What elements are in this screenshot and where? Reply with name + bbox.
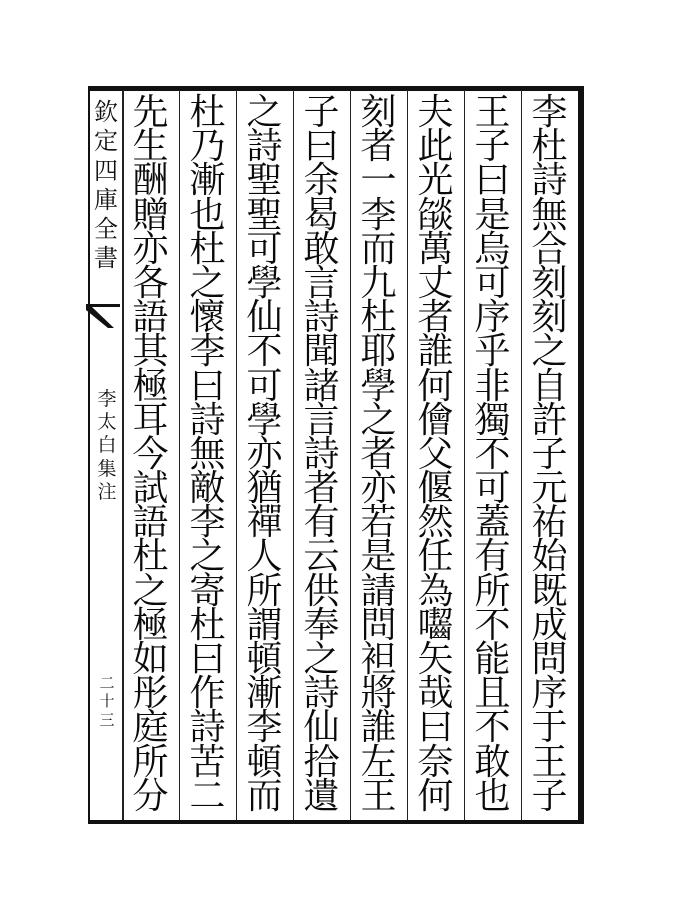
text-char: 成 [531,604,568,646]
text-char: 袒 [360,639,397,680]
text-char: 夫 [417,92,454,133]
margin-char: 欽 [94,98,118,126]
text-char: 哉 [417,673,454,715]
text-char: 試 [132,468,169,510]
text-char: 此 [417,126,454,168]
text-char: 之 [189,536,226,578]
text-char: 諸 [303,365,340,407]
text-char: 刻 [360,92,397,133]
text-char: 詩 [189,707,226,749]
text-char: 頓 [246,741,283,783]
text-char: 杜 [531,126,568,168]
text-char: 所 [132,741,169,783]
margin-book-title [90,98,122,274]
text-char: 供 [303,570,340,612]
text-char: 漸 [189,160,226,202]
margin-char: 白 [97,434,117,457]
text-char: 若 [360,502,397,544]
text-char: 曰 [189,365,226,407]
text-char: 詩 [189,399,226,441]
margin-char: 四 [94,156,118,185]
text-char: 之 [360,399,397,441]
text-char: 任 [417,536,454,578]
text-char: 杜 [132,536,169,578]
text-char: 詩 [303,673,340,715]
text-column-6 [234,92,295,817]
text-char: 刻 [531,297,568,339]
text-char: 是 [474,194,511,236]
margin-char: 二 [99,674,115,692]
text-char: 漸 [246,673,283,715]
text-char: 誰 [417,331,454,373]
text-char: 者 [417,297,454,339]
text-char: 其 [132,331,169,373]
text-char: 無 [531,194,568,236]
margin-folio-number [94,674,120,729]
text-char: 光 [417,160,454,202]
margin-char: 十 [99,692,115,711]
text-char: 將 [360,673,397,715]
text-char: 也 [189,194,226,236]
margin-char: 全 [94,215,118,244]
text-char: 左 [360,741,397,783]
text-char: 曰 [474,160,511,202]
column-rule [236,90,237,820]
text-char: 問 [360,604,397,646]
text-char: 詩 [303,433,340,475]
text-char: 寄 [189,570,226,612]
text-char: 儈 [417,399,454,441]
text-char: 語 [132,297,169,339]
column-rule [407,90,408,820]
text-char: 之 [531,331,568,373]
text-char: 所 [246,570,283,612]
text-char: 仙 [246,297,283,339]
text-char: 曰 [417,707,454,749]
text-char: 杜 [189,92,226,133]
text-char: 何 [417,365,454,407]
text-char: 之 [303,639,340,680]
text-char: 獨 [474,399,511,441]
text-char: 語 [132,502,169,544]
text-char: 可 [474,262,511,304]
text-char: 之 [246,92,283,133]
text-char: 敵 [189,468,226,510]
margin-char: 三 [99,710,115,729]
text-char: 庭 [132,707,169,749]
column-rule [350,90,351,820]
text-char: 不 [474,707,511,749]
text-char: 偃 [417,468,454,510]
text-char: 仙 [303,707,340,749]
text-char: 既 [531,570,568,612]
text-char: 奈 [417,741,454,783]
text-char: 李 [531,92,568,133]
text-char: 九 [360,262,397,304]
text-char: 無 [189,433,226,475]
text-char: 乎 [474,331,511,373]
text-char: 酬 [132,160,169,202]
text-char: 言 [303,262,340,304]
text-char: 烏 [474,228,511,270]
text-char: 李 [360,194,397,236]
text-char: 李 [246,707,283,749]
text-char: 而 [360,228,397,270]
text-char: 彤 [132,673,169,715]
text-char: 耶 [360,331,397,373]
text-char: 可 [246,365,283,407]
text-column-1 [519,92,580,817]
text-char: 不 [474,604,511,646]
text-char: 聖 [246,160,283,202]
text-char: 不 [474,433,511,475]
text-char: 李 [189,502,226,544]
text-char: 者 [360,433,397,475]
text-char: 子 [303,92,340,133]
text-char: 拾 [303,741,340,783]
text-char: 始 [531,536,568,578]
text-char: 可 [474,468,511,510]
text-char: 先 [132,92,169,133]
text-char: 云 [303,536,340,578]
text-char: 分 [132,775,169,817]
text-char: 為 [417,570,454,612]
text-char: 杜 [189,228,226,270]
margin-char: 李 [97,388,117,410]
text-char: 亦 [360,468,397,510]
text-char: 曰 [303,126,340,168]
text-char: 頓 [246,639,283,680]
margin-char: 書 [94,244,118,273]
text-char: 矢 [417,639,454,680]
text-char: 亦 [132,228,169,270]
text-char: 贈 [132,194,169,236]
center-margin [88,96,124,814]
text-char: 有 [474,536,511,578]
text-char: 之 [189,262,226,304]
text-char: 曰 [189,639,226,680]
margin-section-title [94,388,120,504]
column-rule [293,90,294,820]
text-char: 者 [360,126,397,168]
text-char: 耳 [132,399,169,441]
text-char: 如 [132,639,169,680]
text-char: 禪 [246,502,283,544]
text-char: 也 [474,775,511,817]
text-column-3 [405,92,466,817]
text-char: 且 [474,673,511,715]
text-char: 一 [360,160,397,202]
text-char: 極 [132,604,169,646]
text-column-8 [120,92,181,817]
text-char: 極 [132,365,169,407]
text-char: 問 [531,639,568,680]
text-column-5 [291,92,352,817]
text-char: 序 [474,297,511,339]
text-char: 不 [246,331,283,373]
text-char: 燄 [417,194,454,236]
text-char: 言 [303,399,340,441]
text-char: 王 [360,775,397,817]
text-char: 于 [531,707,568,749]
text-char: 二 [189,775,226,817]
text-char: 序 [531,673,568,715]
text-char: 杜 [360,297,397,339]
text-char: 萬 [417,228,454,270]
margin-char: 太 [97,411,117,434]
text-char: 苦 [189,741,226,783]
text-char: 聖 [246,194,283,236]
text-char: 懷 [189,297,226,339]
text-char: 丈 [417,262,454,304]
text-char: 請 [360,570,397,612]
text-char: 王 [531,741,568,783]
text-char: 奉 [303,604,340,646]
text-char: 詩 [246,126,283,168]
text-char: 詩 [303,297,340,339]
text-char: 學 [246,399,283,441]
text-char: 刻 [531,262,568,304]
text-char: 敢 [474,741,511,783]
margin-char: 集 [97,457,117,480]
margin-char: 庫 [94,185,118,214]
text-char: 作 [189,673,226,715]
text-char: 父 [417,433,454,475]
text-char: 能 [474,639,511,680]
text-char: 然 [417,502,454,544]
text-char: 謂 [246,604,283,646]
text-char: 許 [531,399,568,441]
column-rule [179,90,180,820]
fishtail-mark-icon [86,304,120,328]
text-char: 李 [189,331,226,373]
text-char: 各 [132,262,169,304]
text-char: 乃 [189,126,226,168]
text-char: 何 [417,775,454,817]
column-rule [122,90,124,820]
text-char: 子 [474,126,511,168]
column-rule [464,90,465,820]
text-char: 遺 [303,775,340,817]
text-char: 子 [531,433,568,475]
text-char: 所 [474,570,511,612]
text-column-7 [177,92,238,817]
text-char: 杜 [189,604,226,646]
text-char: 學 [360,365,397,407]
text-char: 亦 [246,433,283,475]
text-char: 學 [246,262,283,304]
text-char: 詩 [531,160,568,202]
text-char: 元 [531,468,568,510]
text-char: 可 [246,228,283,270]
text-char: 囓 [417,604,454,646]
text-char: 合 [531,228,568,270]
text-char: 而 [246,775,283,817]
text-char: 有 [303,502,340,544]
text-char: 子 [531,775,568,817]
text-char: 自 [531,365,568,407]
column-rule [521,90,522,820]
text-char: 蓋 [474,502,511,544]
text-char: 王 [474,92,511,133]
text-char: 今 [132,433,169,475]
text-char: 人 [246,536,283,578]
text-char: 祐 [531,502,568,544]
margin-char: 注 [97,480,117,503]
text-char: 聞 [303,331,340,373]
text-char: 余 [303,160,340,202]
text-char: 非 [474,365,511,407]
text-column-2 [462,92,523,817]
text-column-4 [348,92,409,817]
text-char: 是 [360,536,397,578]
text-char: 猶 [246,468,283,510]
text-char: 誰 [360,707,397,749]
text-char: 敢 [303,228,340,270]
text-char: 之 [132,570,169,612]
margin-char: 定 [94,127,118,156]
text-char: 生 [132,126,169,168]
text-char: 者 [303,468,340,510]
text-char: 曷 [303,194,340,236]
